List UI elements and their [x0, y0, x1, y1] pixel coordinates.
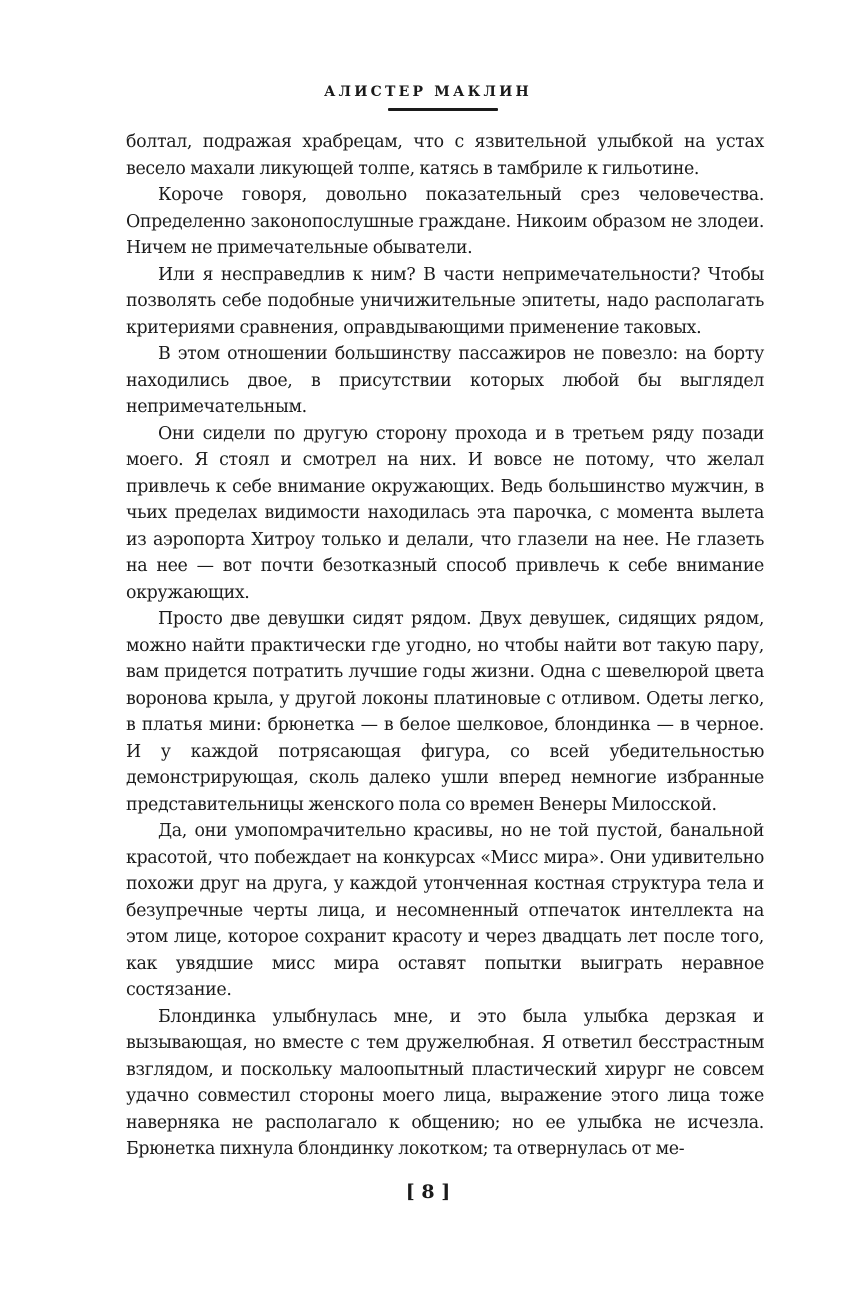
paragraph: Блондинка улыбнулась мне, и это была улыбка дерзкая и вызывающая, но вместе с тем дружелюбная. Я ответил бесстрастным взглядом, и поскольку малоопытный пластический хирург не совсем удачно совместил стороны моего лица, выражение этого лица тоже наверняка не располагало к общению; но ее улыбка не исчезла. Брюнетка пихнула блондинку локотком; та отвернулась от ме- — [126, 1006, 764, 1159]
running-head-author: АЛИСТЕР МАКЛИН — [324, 84, 532, 100]
header-rule — [388, 108, 498, 111]
paragraph: Да, они умопомрачительно красивы, но не той пустой, банальной красотой, что побеждает на конкурсах «Мисс мира». Они удивительно похожи друг на друга, у каждой утонченная костная структура тела и безупречные черты лица, и несомненный отпечаток интеллекта на этом лице, которое сохранит красоту и через двадцать лет после того, как увядшие мисс мира оставят попытки выиграть неравное состязание. — [126, 821, 764, 1000]
paragraph: Короче говоря, довольно показательный срез человечества. Определенно законопослушные граждане. Никоим образом не злодеи. Ничем не примечательные обыватели. — [126, 185, 764, 258]
paragraph: В этом отношении большинству пассажиров не повезло: на борту находились двое, в присутствии которых любой бы выглядел непримечательным. — [126, 344, 764, 417]
body-text — [126, 129, 764, 1163]
page-number: [ 8 ] — [405, 1181, 451, 1203]
paragraph: Они сидели по другую сторону прохода и в третьем ряду позади моего. Я стоял и смотрел на них. И вовсе не потому, что желал привлечь к себе внимание окружающих. Ведь большинство мужчин, в чьих пределах видимости находилась эта парочка, с момента вылета из аэропорта Хитроу только и делали, что глазели на нее. Не глазеть на нее — вот почти безотказный способ привлечь к себе внимание окружающих. — [126, 423, 764, 603]
paragraph: Или я несправедлив к ним? В части непримечательности? Чтобы позволять себе подобные уничижительные эпитеты, надо располагать критериями сравнения, оправдывающими применение таковых. — [126, 264, 764, 338]
paragraph: Просто две девушки сидят рядом. Двух девушек, сидящих рядом, можно найти практически где угодно, но чтобы найти вот такую пару, вам придется потратить лучшие годы жизни. Одна с шевелюрой цвета воронова крыла, у другой локоны платиновые с отливом. Одеты легко, в платья мини: брюнетка — в белое шелковое, блондинка — в черное. И у каждой потрясающая фигура, со всей убедительностью демонстрирующая, сколь далеко ушли вперед немногие избранные представительницы женского пола со времен Венеры Милосской. — [126, 609, 764, 815]
paragraph: болтал, подражая храбрецам, что с язвительной улыбкой на устах весело махали ликующей толпе, катясь в тамбриле к гильотине. — [126, 132, 764, 179]
